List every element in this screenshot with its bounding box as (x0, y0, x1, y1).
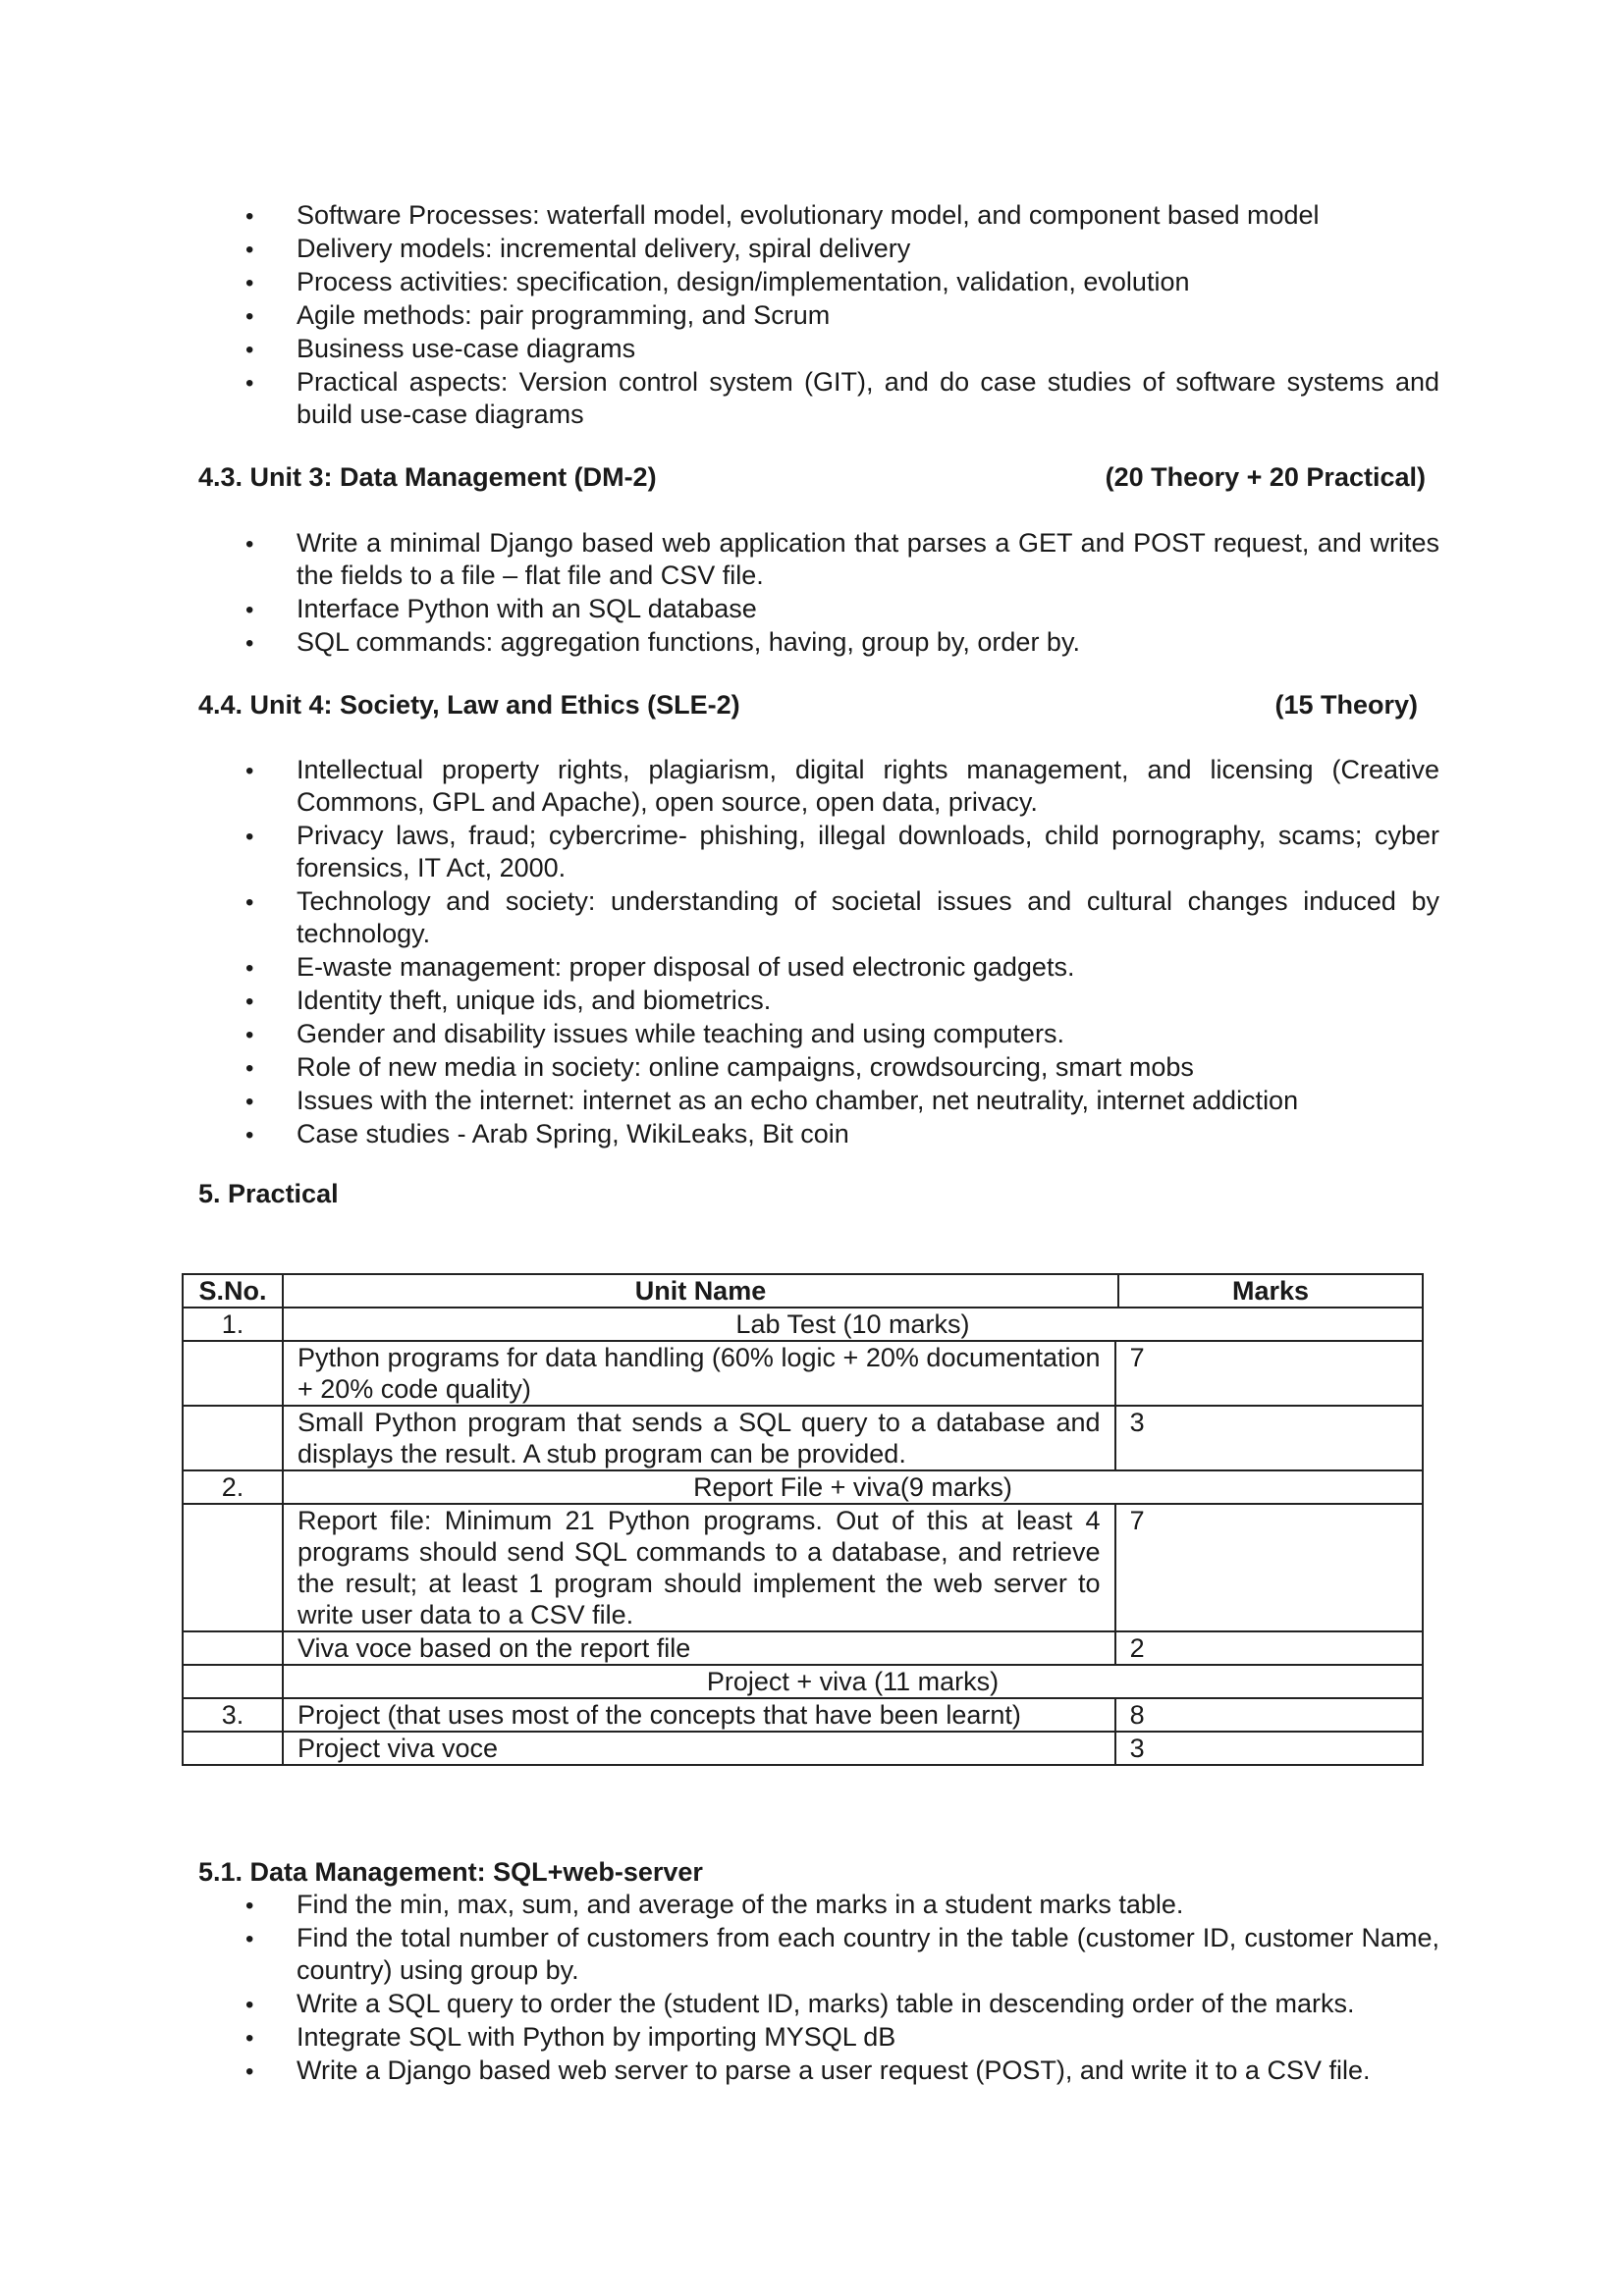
bullet-icon (245, 1922, 261, 1955)
unit4-hours: (15 Theory) (1274, 690, 1418, 720)
section-title-cell: Report File + viva(9 marks) (283, 1470, 1423, 1504)
bullet-icon (245, 1051, 261, 1085)
bullet-icon (245, 1889, 261, 1922)
bullet-icon (245, 2021, 261, 2055)
bullet-icon (245, 266, 261, 299)
list-item: • Write a SQL query to order the (student ID, marks) table in descending order of the marks. (245, 1988, 1439, 2020)
bullet-icon (245, 885, 261, 919)
sno-cell: 1. (183, 1308, 283, 1341)
unit4-bullet-list (245, 754, 1439, 1151)
unit3-bullet-list (245, 527, 1439, 660)
unit2-bullet-list (245, 199, 1439, 432)
bullet-icon (245, 1988, 261, 2021)
list-item: • E-waste management: proper disposal of used electronic gadgets. (245, 951, 1439, 984)
unit4-heading (198, 689, 1418, 721)
marks-cell: 8 (1115, 1698, 1423, 1732)
bullet-icon (245, 754, 261, 787)
section51-bullet-list (245, 1889, 1439, 2088)
section-title-cell: Project + viva (11 marks) (283, 1665, 1423, 1698)
unit-cell: Report file: Minimum 21 Python programs. Out of this at least 4 programs should send SQL commands to a database, and retrieve the result; at least 1 program should implement the web server to write user data to a CSV file. (283, 1504, 1115, 1631)
table-row (183, 1406, 1423, 1470)
bullet-icon (245, 1085, 261, 1118)
bullet-icon (245, 626, 261, 660)
list-item: • Delivery models: incremental delivery, spiral delivery (245, 233, 1439, 265)
bullet-icon (245, 985, 261, 1018)
unit-cell: Viva voce based on the report file (283, 1631, 1115, 1665)
unit4-title: 4.4. Unit 4: Society, Law and Ethics (SLE-2) (198, 690, 740, 720)
table-row (183, 1504, 1423, 1631)
table-row (183, 1341, 1423, 1406)
marks-cell: 3 (1115, 1732, 1423, 1765)
bullet-icon (245, 2055, 261, 2088)
list-item: • Software Processes: waterfall model, evolutionary model, and component based model (245, 199, 1439, 232)
list-item: • Business use-case diagrams (245, 333, 1439, 365)
marks-cell: 7 (1115, 1504, 1423, 1631)
header-marks: Marks (1231, 1276, 1309, 1306)
list-item: • Find the min, max, sum, and average of the marks in a student marks table. (245, 1889, 1439, 1921)
list-item: • Agile methods: pair programming, and Scrum (245, 299, 1439, 332)
table-row (183, 1698, 1423, 1732)
marks-cell: 2 (1115, 1631, 1423, 1665)
table-row (183, 1631, 1423, 1665)
unit-cell: Project viva voce (283, 1732, 1115, 1765)
marks-cell: 3 (1115, 1406, 1423, 1470)
header-unit-name: Unit Name (284, 1275, 1119, 1307)
header-sno: S.No. (183, 1274, 283, 1308)
sno-cell: 3. (183, 1698, 283, 1732)
bullet-icon (245, 527, 261, 561)
bullet-icon (245, 233, 261, 266)
sno-cell: 2. (183, 1470, 283, 1504)
table-row (183, 1470, 1423, 1504)
list-item: • Interface Python with an SQL database (245, 593, 1439, 625)
list-item: • Integrate SQL with Python by importing MYSQL dB (245, 2021, 1439, 2054)
unit3-title: 4.3. Unit 3: Data Management (DM-2) (198, 462, 657, 492)
bullet-icon (245, 366, 261, 400)
bullet-icon (245, 299, 261, 333)
bullet-icon (245, 199, 261, 233)
sno-cell (183, 1665, 283, 1698)
table-header-row (183, 1274, 1423, 1308)
list-item: • Case studies - Arab Spring, WikiLeaks, Bit coin (245, 1118, 1439, 1150)
practical-heading: 5. Practical (198, 1179, 339, 1208)
list-item: • SQL commands: aggregation functions, having, group by, order by. (245, 626, 1439, 659)
list-item: • Practical aspects: Version control system (GIT), and do case studies of software systems and build use-case diagrams (245, 366, 1439, 431)
bullet-icon (245, 820, 261, 853)
unit-cell: Python programs for data handling (60% logic + 20% documentation + 20% code quality) (283, 1341, 1115, 1406)
list-item: • Process activities: specification, design/implementation, validation, evolution (245, 266, 1439, 298)
section51-heading: 5.1. Data Management: SQL+web-server (198, 1857, 703, 1887)
list-item: • Gender and disability issues while teaching and using computers. (245, 1018, 1439, 1050)
list-item: • Write a Django based web server to parse a user request (POST), and write it to a CSV file. (245, 2055, 1439, 2087)
bullet-icon (245, 1018, 261, 1051)
unit3-heading (198, 461, 1426, 494)
unit-cell: Project (that uses most of the concepts that have been learnt) (283, 1698, 1115, 1732)
table-row (183, 1665, 1423, 1698)
list-item: • Intellectual property rights, plagiarism, digital rights management, and licensing (Creative Commons, GPL and Apache), open source, open data, privacy. (245, 754, 1439, 819)
list-item: • Role of new media in society: online campaigns, crowdsourcing, smart mobs (245, 1051, 1439, 1084)
bullet-icon (245, 593, 261, 626)
bullet-icon (245, 1118, 261, 1151)
list-item: • Technology and society: understanding of societal issues and cultural changes induced by technology. (245, 885, 1439, 950)
list-item: • Write a minimal Django based web application that parses a GET and POST request, and writes the fields to a file – flat file and CSV file. (245, 527, 1439, 592)
table-row (183, 1308, 1423, 1341)
section-title-cell: Lab Test (10 marks) (283, 1308, 1423, 1341)
practical-marks-table (182, 1273, 1424, 1766)
list-item: • Identity theft, unique ids, and biometrics. (245, 985, 1439, 1017)
unit3-hours: (20 Theory + 20 Practical) (1105, 462, 1426, 492)
bullet-icon (245, 951, 261, 985)
list-item: • Privacy laws, fraud; cybercrime- phishing, illegal downloads, child pornography, scams; cyber forensics, IT Act, 2000. (245, 820, 1439, 884)
marks-cell: 7 (1115, 1341, 1423, 1406)
unit-cell: Small Python program that sends a SQL query to a database and displays the result. A stub program can be provided. (283, 1406, 1115, 1470)
list-item: • Issues with the internet: internet as an echo chamber, net neutrality, internet addiction (245, 1085, 1439, 1117)
table-row (183, 1732, 1423, 1765)
bullet-icon (245, 333, 261, 366)
list-item: • Find the total number of customers from each country in the table (customer ID, customer Name, country) using group by. (245, 1922, 1439, 1987)
